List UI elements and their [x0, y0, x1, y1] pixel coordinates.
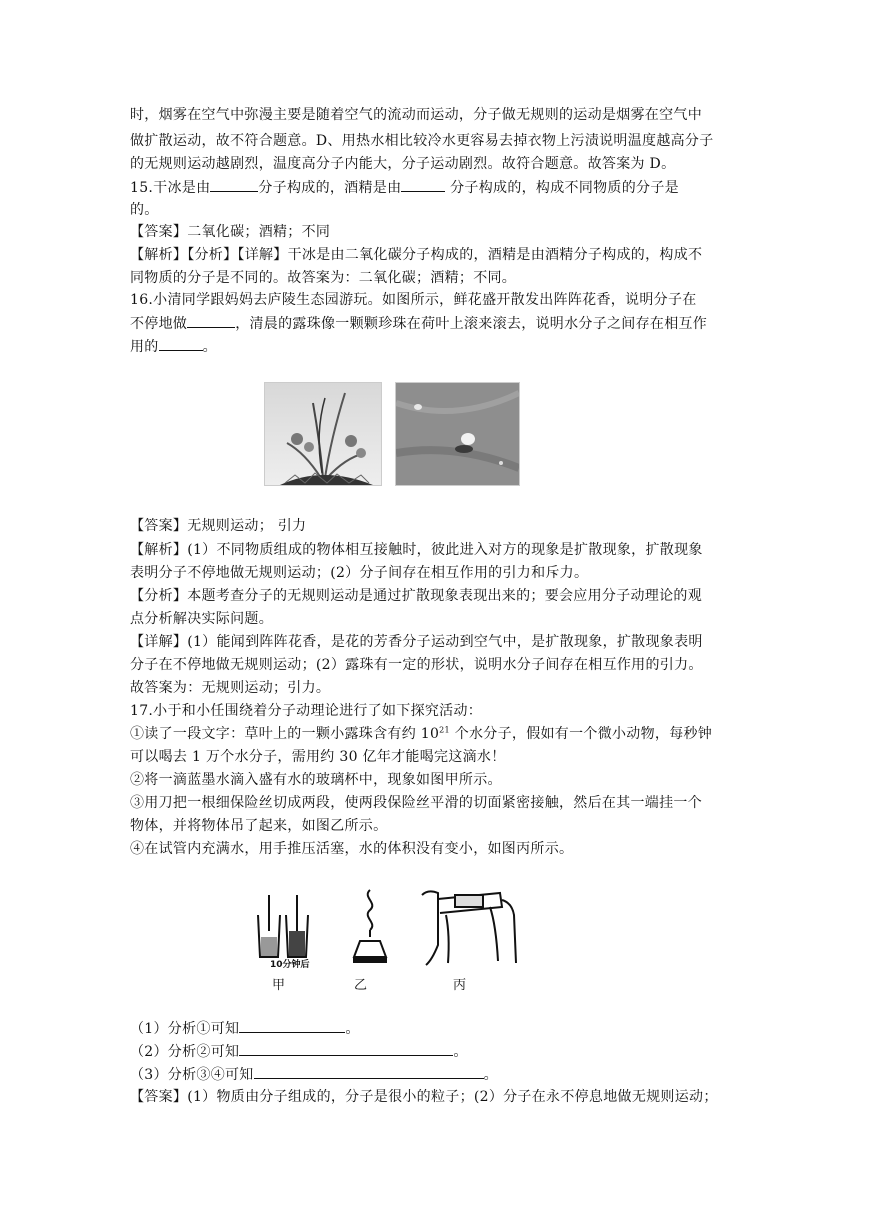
orchid-photo	[264, 382, 382, 486]
answer-15: 【答案】二氧化碳；酒精；不同	[130, 224, 331, 240]
step-3-cont: 物体，并将物体吊了起来，如图乙所示。	[130, 818, 388, 834]
caption-yi: 乙	[354, 978, 368, 993]
after-label: 10分钟后	[270, 960, 310, 970]
text-line: 做扩散运动，故不符合题意。D、用热水相比较冷水更容易去掉衣物上污渍说明温度越高分子	[130, 133, 714, 149]
answer-blank	[239, 1018, 345, 1033]
detail-16: 分子在不停地做无规则运动；(2）露珠有一定的形状，说明水分子间存在相互作用的引力。	[130, 657, 703, 673]
answer-17: 【答案】(1）物质由分子组成的，分子是很小的粒子；(2）分子在永不停息地做无规则运动；	[130, 1089, 718, 1105]
answer-16: 【答案】无规则运动； 引力	[130, 518, 307, 534]
experiment-diagram	[250, 885, 525, 970]
detail-16: 【详解】(1）能闻到阵阵花香，是花的芳香分子运动到空气中，是扩散现象，扩散现象表明	[130, 634, 703, 650]
text-line: 时，烟雾在空气中弥漫主要是随着空气的流动而运动，分子做无规则的运动是烟雾在空气中	[130, 107, 702, 123]
reasoning-16: 点分析解决实际问题。	[130, 611, 273, 627]
caption-bing: 丙	[453, 978, 467, 993]
caption-jia: 甲	[272, 978, 286, 993]
reasoning-16: 【分析】本题考查分子的无规则运动是通过扩散现象表现出来的；要会应用分子动理论的观	[130, 588, 702, 604]
detail-16: 故答案为：无规则运动；引力。	[130, 680, 331, 696]
question-16-cont: 不停地做 ，清晨的露珠像一颗颗珍珠在荷叶上滚来滚去，说明水分子之间存在相互作	[130, 313, 740, 334]
answer-blank	[210, 177, 258, 192]
answer-blank	[401, 177, 445, 192]
question-17: 17.小于和小任围绕着分子动理论进行了如下探究活动：	[130, 703, 483, 719]
step-2: ②将一滴蓝墨水滴入盛有水的玻璃杯中，现象如图甲所示。	[130, 772, 502, 788]
text-line: 的无规则运动越剧烈，温度高分子内能大，分子运动剧烈。故符合题意。故答案为 D。	[130, 156, 676, 172]
step-3: ③用刀把一根细保险丝切成两段，使两段保险丝平滑的切面紧密接触，然后在其一端挂一个	[130, 795, 702, 811]
part-3: （3）分析③④可知 。	[130, 1064, 740, 1085]
part-2: （2）分析②可知 。	[130, 1041, 740, 1062]
analysis-16: 【解析】(1）不同物质组成的物体相互接触时，彼此进入对方的现象是扩散现象，扩散现象	[130, 542, 703, 558]
dew-photo	[395, 382, 520, 486]
step-1: ①读了一段文字：草叶上的一颗小露珠含有约 $10^{21}$ 个水分子，假如有一个微小动物，每秒钟	[130, 725, 713, 742]
answer-blank	[239, 1041, 453, 1056]
question-15: 15.干冰是由 分子构成的，酒精是由 分子构成的，构成不同物质的分子是	[130, 177, 740, 198]
step-4: ④在试管内充满水，用手推压活塞，水的体积没有变小，如图丙所示。	[130, 841, 574, 857]
part-1: （1）分析①可知 。	[130, 1018, 740, 1039]
answer-blank	[254, 1064, 484, 1079]
answer-blank	[187, 313, 235, 328]
analysis-15: 同物质的分子是不同的。故答案为：二氧化碳；酒精；不同。	[130, 270, 517, 286]
analysis-15: 【解析】【分析】【详解】干冰是由二氧化碳分子构成的，酒精是由酒精分子构成的，构成不	[130, 247, 703, 263]
step-1-cont: 可以喝去 1 万个水分子，需用约 30 亿年才能喝完这滴水！	[130, 749, 506, 765]
answer-blank	[159, 336, 203, 351]
question-16: 16.小清同学跟妈妈去庐陵生态园游玩。如图所示，鲜花盛开散发出阵阵花香，说明分子在	[130, 292, 697, 308]
question-15-cont: 的。	[130, 202, 159, 218]
analysis-16: 表明分子不停地做无规则运动；(2）分子间存在相互作用的引力和斥力。	[130, 565, 589, 581]
question-16-cont: 用的 。	[130, 336, 740, 357]
